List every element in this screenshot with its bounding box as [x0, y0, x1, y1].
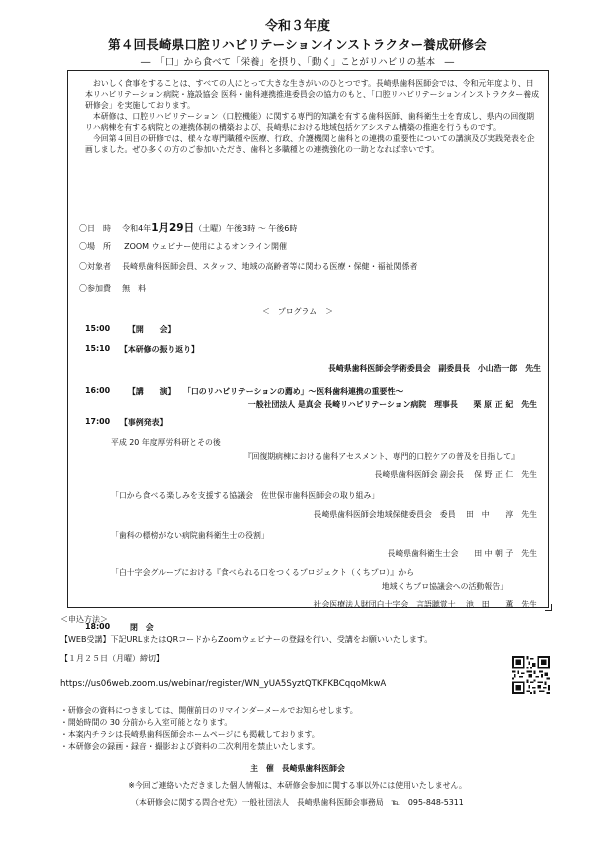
- host-line: 主 催 長崎県歯科医師会: [250, 764, 345, 773]
- intro-paragraph-3: 今回第４回目の研修では、様々な専門職種や医療、行政、介護機関と歯科との連携の重要性についての講演及び実践発表を企画しました。ぜひ多くの方のご参加いただき、歯科と多職種との連携強化の一助となれば幸いです。: [85, 134, 535, 154]
- fee-label: 〇参加費: [79, 284, 111, 293]
- lecture-title: 「口のリハビリテーションの薦め」～医科歯科連携の重要性～: [183, 387, 404, 396]
- place-label: 〇場 所: [79, 242, 111, 251]
- apply-url-link[interactable]: https://us06web.zoom.us/webinar/register/WN_yUA5SyztQTKFKBCqqoMkwA: [60, 679, 387, 689]
- date-year: 令和4年: [122, 224, 152, 233]
- apply-heading: ＜申込方法＞: [60, 615, 108, 624]
- date-day: 1月29日: [151, 222, 195, 234]
- lecture-label: 【講 演】: [128, 387, 176, 396]
- review-label: 【本研修の振り返り】: [120, 345, 199, 354]
- lecture-speaker: 一般社団法人 是真会 長崎リハビリテーション病院 理事長 栗 原 正 紀 先生: [247, 400, 537, 409]
- date-label: 〇日 時: [79, 224, 111, 233]
- apply-web-line: 【WEB受講】下記URLまたはQRコードからZoomウェビナーの登録を行い、受講をお願いいたします。: [60, 635, 433, 644]
- case2-speaker: 長崎県歯科医師会地域保健委員会 委員 田 中 淳 先生: [313, 510, 537, 519]
- place-row: [79, 241, 287, 252]
- case4-line2: 地域くちプロ協議会への活動報告」: [381, 582, 508, 591]
- intro-paragraph-2: 本研修は、口腔リハビリテーション（口腔機能）に関する専門的知識を有する歯科医師、歯科衛生士を育成し、県内の回復期リハ病棟を有する病院との連携体制の構築および、長崎県における地域包括ケアシステム構築の推進を行うものです。: [85, 112, 535, 132]
- case2-title: 「口から食べる楽しみを支援する協議会 佐世保市歯科医師会の取り組み」: [111, 491, 380, 500]
- date-row: [79, 220, 297, 235]
- contact-line: （本研修会に関する問合せ先）一般社団法人 長崎県歯科医師会事務局 ℡ 095-848-5311: [131, 798, 464, 807]
- review-speaker: 長崎県歯科医師会学術委員会 副委員長 小山浩一郎 先生: [327, 364, 541, 373]
- case-time: 17:00: [85, 417, 111, 426]
- case3-title: 「歯科の標榜がない病院歯科衛生士の役割」: [111, 531, 269, 540]
- apply-deadline: 【１月２５日（月曜）締切】: [60, 654, 164, 663]
- privacy-line: ※今回ご連絡いただきました個人情報は、本研修会参加に関する事以外には使用いたしません。: [128, 781, 467, 790]
- case1-speaker: 長崎県歯科医師会 副会長 保 野 正 仁 先生: [374, 470, 537, 479]
- intro-paragraph-1: おいしく食事をすることは、すべての人にとって大きな生きがいのひとつです。長崎県歯科医師会では、令和元年度より、日本リハビリテーション病院・施設協会 医科・歯科連携推進委員会の協力のもと、「口腔リハビリテーションインストラクター養成研修会」を実施しております。: [85, 79, 540, 110]
- note-2: ・開始時間の 30 分前から入室可能となります。: [60, 718, 233, 727]
- date-time: （土曜）午後3時 ～ 午後6時: [194, 224, 298, 233]
- case1-line2: 『回復期病棟における歯科アセスメント、専門的口腔ケアの普及を目指して』: [243, 452, 519, 461]
- fee-value: 無 料: [122, 284, 147, 293]
- fee-row: [79, 283, 146, 294]
- page-title: 第４回長崎県口腔リハビリテーションインストラクター養成研修会: [108, 37, 487, 52]
- case4-line1: 「白十字会グループにおける『食べられる口をつくるプロジェクト（くちプロ）』から: [111, 568, 414, 577]
- review-time: 15:10: [85, 344, 111, 353]
- open-time: 15:00: [85, 324, 111, 333]
- case-label: 【事例発表】: [120, 418, 168, 427]
- intro-text: [85, 78, 540, 155]
- close-time: 18:00: [85, 622, 111, 631]
- lecture-time: 16:00: [85, 386, 111, 395]
- case1-line1: 平成 20 年度厚労科研とその後: [111, 438, 221, 447]
- page-year: 令和３年度: [264, 19, 330, 34]
- note-4: ・本研修会の録画・録音・撮影および資料の二次利用を禁止いたします。: [60, 742, 320, 751]
- note-1: ・研修会の資料につきましては、開催前日のリマインダーメールでお知らせします。: [60, 706, 358, 715]
- target-row: [79, 261, 417, 272]
- case4-speaker: 社会医療法人財団白十字会 言語聴覚士 池 田 薫 先生: [313, 600, 537, 609]
- target-value: 長崎県歯科医師会員、スタッフ、地域の高齢者等に関わる医療・保健・福祉関係者: [122, 262, 418, 271]
- target-label: 〇対象者: [79, 262, 111, 271]
- place-value: ZOOM ウェビナー使用によるオンライン開催: [124, 242, 288, 251]
- close-label: 閉 会: [130, 623, 154, 632]
- page-subtitle: ― 「口」から食べて「栄養」を摂り、「動く」ことがリハビリの基本 ―: [140, 57, 455, 68]
- case3-speaker: 長崎県歯科衛生士会 田 中 朝 子 先生: [387, 549, 537, 558]
- open-label: 【開 会】: [128, 325, 176, 334]
- qr-code-icon[interactable]: [512, 656, 550, 694]
- note-3: ・本案内チラシは長崎県歯科医師会ホームページにも掲載しております。: [60, 730, 320, 739]
- program-heading: ＜ プログラム ＞: [262, 307, 333, 316]
